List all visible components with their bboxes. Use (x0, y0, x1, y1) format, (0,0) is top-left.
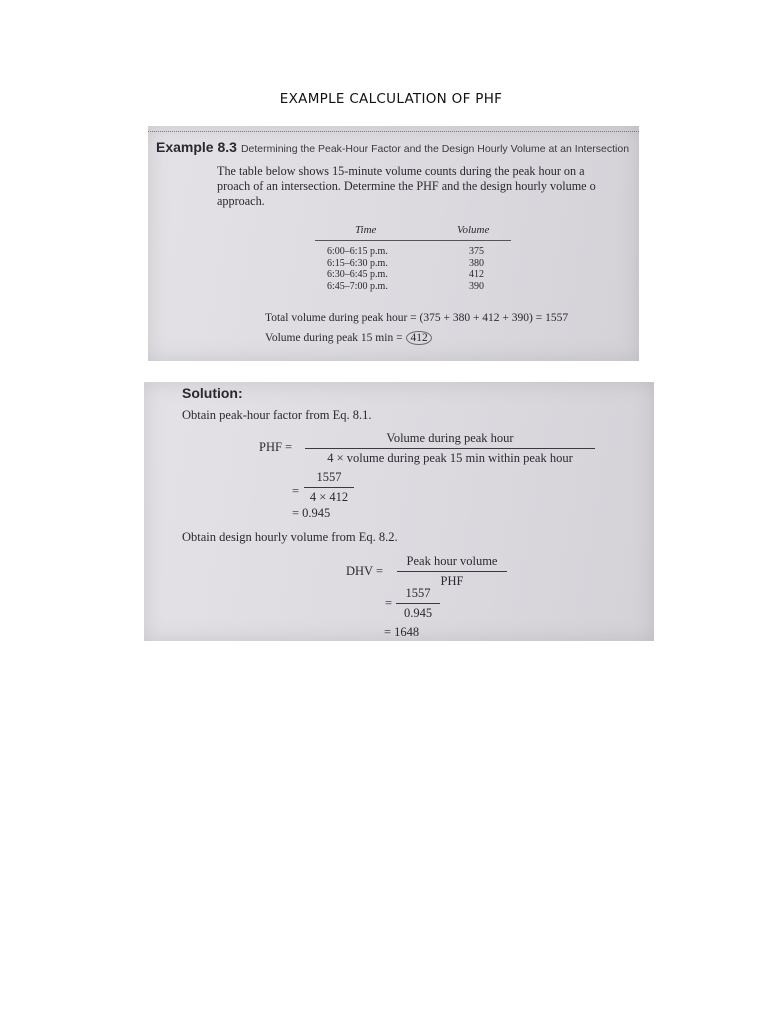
column-header-time: Time (355, 224, 377, 236)
phf-result: = 0.945 (292, 506, 331, 520)
solution-step-1: Obtain peak-hour factor from Eq. 8.1. (182, 408, 372, 422)
dhv-sub-numerator: 1557 (405, 586, 431, 600)
solution-step-2: Obtain design hourly volume from Eq. 8.2. (182, 530, 398, 544)
dhv-fraction (397, 554, 507, 589)
time-cell: 6:15–6:30 p.m. (327, 257, 388, 269)
table-row (315, 269, 511, 281)
page-title: EXAMPLE CALCULATION OF PHF (279, 91, 503, 107)
dhv-sub-fraction (396, 586, 440, 621)
peak-15min-value: 412 (406, 331, 431, 345)
phf-denominator: 4 × volume during peak 15 min within peak hour (327, 451, 573, 465)
paragraph-line: proach of an intersection. Determine the PHF and the design hourly volume o (217, 179, 596, 193)
peak-15min-label: Volume during peak 15 min = (265, 332, 403, 344)
volume-cell: 375 (469, 246, 484, 257)
time-cell: 6:30–6:45 p.m. (327, 269, 388, 280)
paragraph-line: approach. (217, 194, 265, 208)
solution-scan-image (144, 382, 654, 641)
total-volume-line: Total volume during peak hour = (375 + 380 + 412 + 390) = 1557 (265, 312, 569, 324)
phf-numerator: Volume during peak hour (386, 431, 514, 445)
column-header-volume: Volume (457, 224, 490, 236)
example-number: Example 8.3 (156, 139, 237, 155)
example-paragraph (217, 164, 596, 209)
dhv-label: DHV = (346, 564, 384, 578)
example-heading (156, 139, 629, 157)
table-row (315, 281, 511, 293)
phf-sub-fraction (304, 470, 354, 505)
volume-cell: 380 (469, 257, 484, 269)
time-cell: 6:45–7:00 p.m. (327, 280, 388, 292)
phf-sub-denominator: 4 × 412 (309, 490, 349, 504)
volume-table (315, 222, 511, 292)
dhv-denominator: PHF (440, 574, 464, 588)
example-scan-image (148, 126, 639, 361)
dhv-result: = 1648 (384, 625, 420, 639)
phf-label: PHF = (259, 440, 293, 454)
example-caption: Determining the Peak-Hour Factor and the Design Hourly Volume at an Intersection (240, 143, 630, 155)
solution-heading: Solution: (182, 385, 243, 401)
phf-sub-numerator: 1557 (316, 470, 342, 484)
table-header (315, 222, 511, 241)
table-row (315, 246, 511, 258)
dhv-numerator: Peak hour volume (406, 554, 498, 568)
peak-15min-line (265, 331, 432, 345)
volume-cell: 412 (469, 269, 484, 280)
phf-fraction (305, 431, 595, 466)
dhv-equals: = (385, 596, 393, 610)
paragraph-line: The table below shows 15-minute volume counts during the peak hour on a (217, 164, 585, 178)
table-row (315, 258, 511, 270)
time-cell: 6:00–6:15 p.m. (327, 246, 388, 257)
phf-equals: = (292, 484, 300, 498)
volume-cell: 390 (469, 280, 484, 292)
dotted-rule (148, 131, 639, 132)
dhv-sub-denominator: 0.945 (403, 606, 433, 620)
